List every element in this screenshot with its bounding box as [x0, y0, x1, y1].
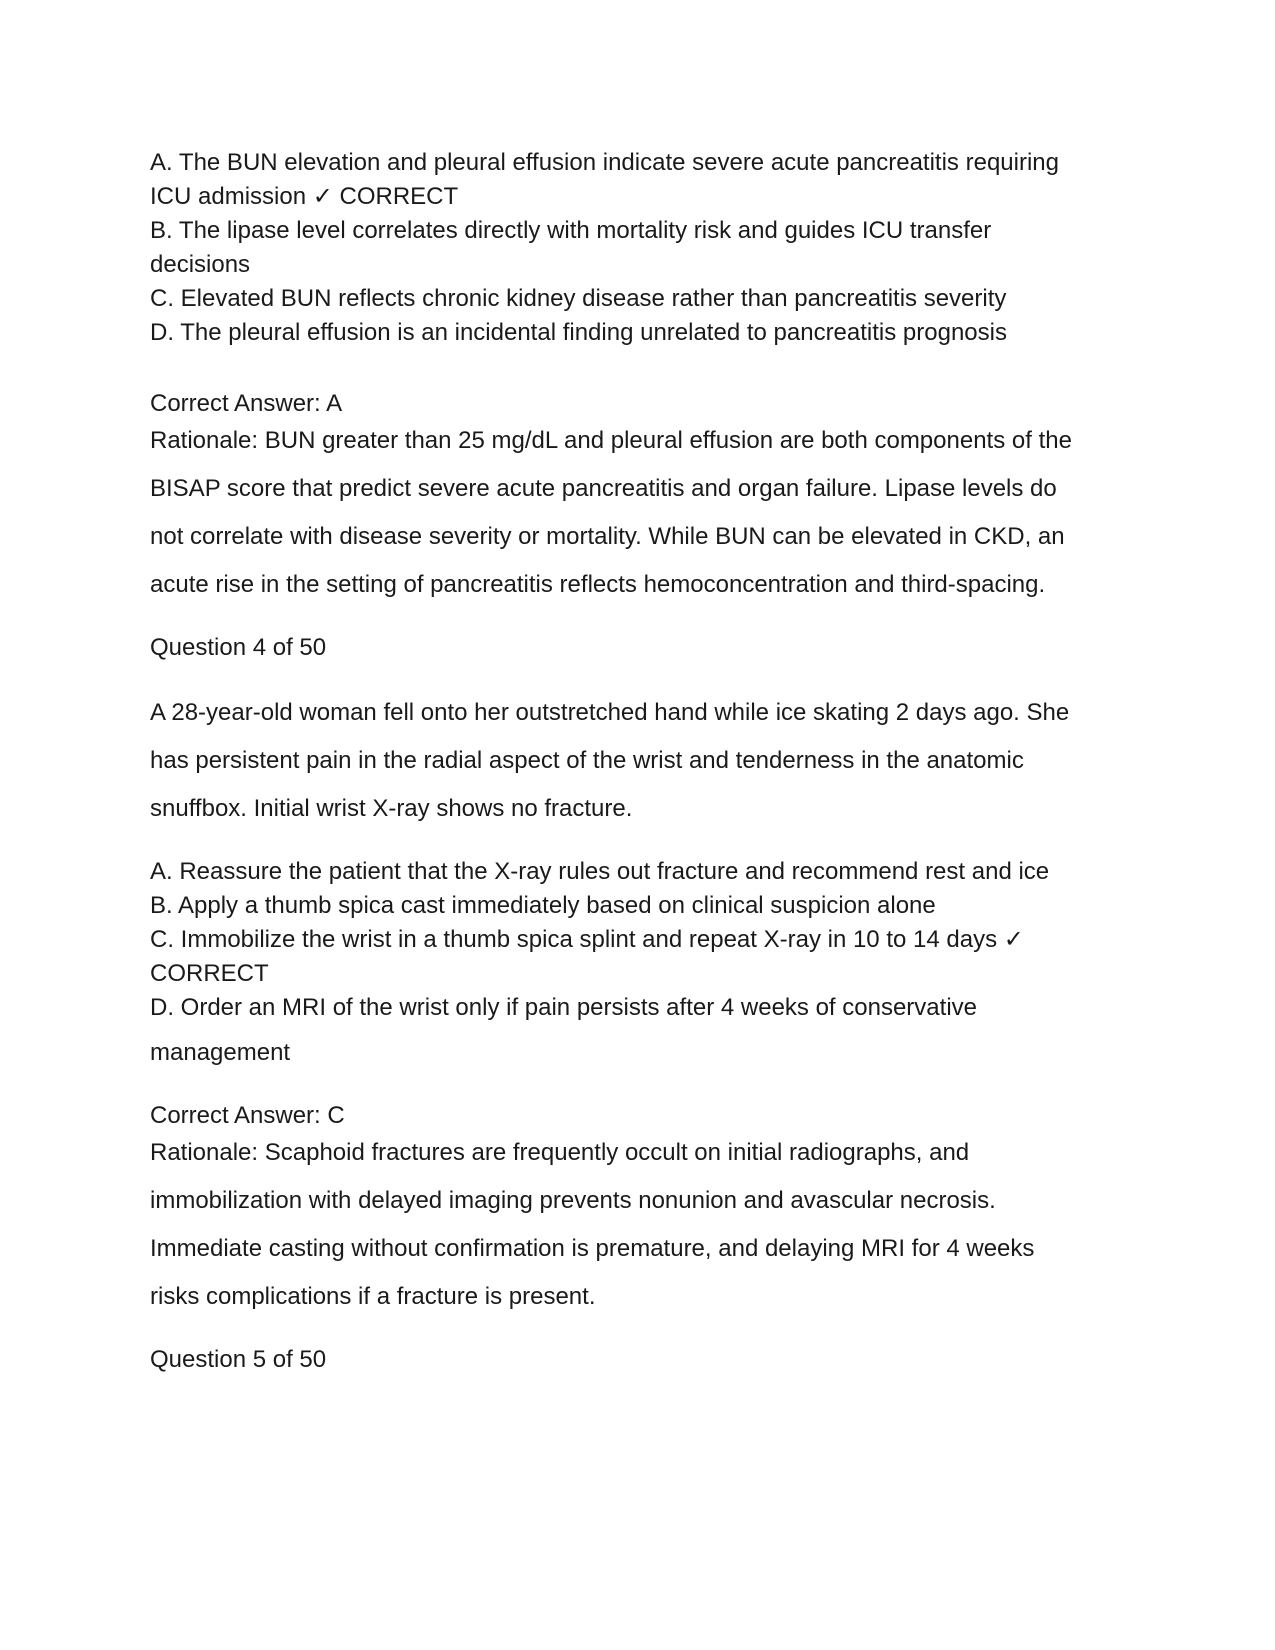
q3-rationale-line-3: not correlate with disease severity or mortality. While BUN can be elevated in CKD, an [150, 523, 1065, 550]
q3-options [150, 146, 1130, 350]
q4-option-d-line-2: management [150, 1039, 291, 1066]
q3-option-b-line-2: decisions [150, 251, 251, 278]
question-4-heading: Question 4 of 50 [150, 634, 327, 661]
q4-rationale-line-2: immobilization with delayed imaging prevents nonunion and avascular necrosis. [150, 1187, 996, 1214]
q4-rationale [150, 1129, 1130, 1321]
q4-stem-line-1: A 28-year-old woman fell onto her outstretched hand while ice skating 2 days ago. She [150, 699, 1070, 726]
q4-option-c-line-2: CORRECT [150, 960, 269, 987]
q4-stem [150, 689, 1130, 833]
q4-rationale-line-4: risks complications if a fracture is present. [150, 1283, 596, 1310]
q3-option-a-line-1: A. The BUN elevation and pleural effusion indicate severe acute pancreatitis requiring [150, 149, 1059, 176]
q4-option-c-line-1: C. Immobilize the wrist in a thumb spica splint and repeat X-ray in 10 to 14 days ✓ [150, 926, 1024, 953]
question-5-heading: Question 5 of 50 [150, 1346, 327, 1373]
q4-stem-line-3: snuffbox. Initial wrist X-ray shows no fracture. [150, 795, 633, 822]
q4-correct-answer: Correct Answer: C [150, 1102, 345, 1129]
q3-correct-answer: Correct Answer: A [150, 390, 343, 417]
q3-rationale-line-2: BISAP score that predict severe acute pancreatitis and organ failure. Lipase levels do [150, 475, 1057, 502]
q4-option-a: A. Reassure the patient that the X-ray rules out fracture and recommend rest and ice [150, 858, 1050, 885]
document-page [150, 146, 1130, 1377]
q3-option-b-line-1: B. The lipase level correlates directly with mortality risk and guides ICU transfer [150, 217, 992, 244]
q4-option-d-line-1: D. Order an MRI of the wrist only if pain persists after 4 weeks of conservative [150, 994, 977, 1021]
q4-rationale-line-3: Immediate casting without confirmation is premature, and delaying MRI for 4 weeks [150, 1235, 1035, 1262]
q4-rationale-line-1: Rationale: Scaphoid fractures are frequently occult on initial radiographs, and [150, 1139, 970, 1166]
q4-options [150, 855, 1130, 1077]
q3-rationale-line-1: Rationale: BUN greater than 25 mg/dL and pleural effusion are both components of the [150, 427, 1072, 454]
q3-rationale-line-4: acute rise in the setting of pancreatitis reflects hemoconcentration and third-spacing. [150, 571, 1046, 598]
q3-rationale [150, 417, 1130, 609]
q4-option-b: B. Apply a thumb spica cast immediately based on clinical suspicion alone [150, 892, 936, 919]
q3-option-d: D. The pleural effusion is an incidental finding unrelated to pancreatitis prognosis [150, 319, 1007, 346]
q4-stem-line-2: has persistent pain in the radial aspect of the wrist and tenderness in the anatomic [150, 747, 1024, 774]
q3-option-c: C. Elevated BUN reflects chronic kidney disease rather than pancreatitis severity [150, 285, 1007, 312]
q3-option-a-line-2: ICU admission ✓ CORRECT [150, 183, 459, 210]
